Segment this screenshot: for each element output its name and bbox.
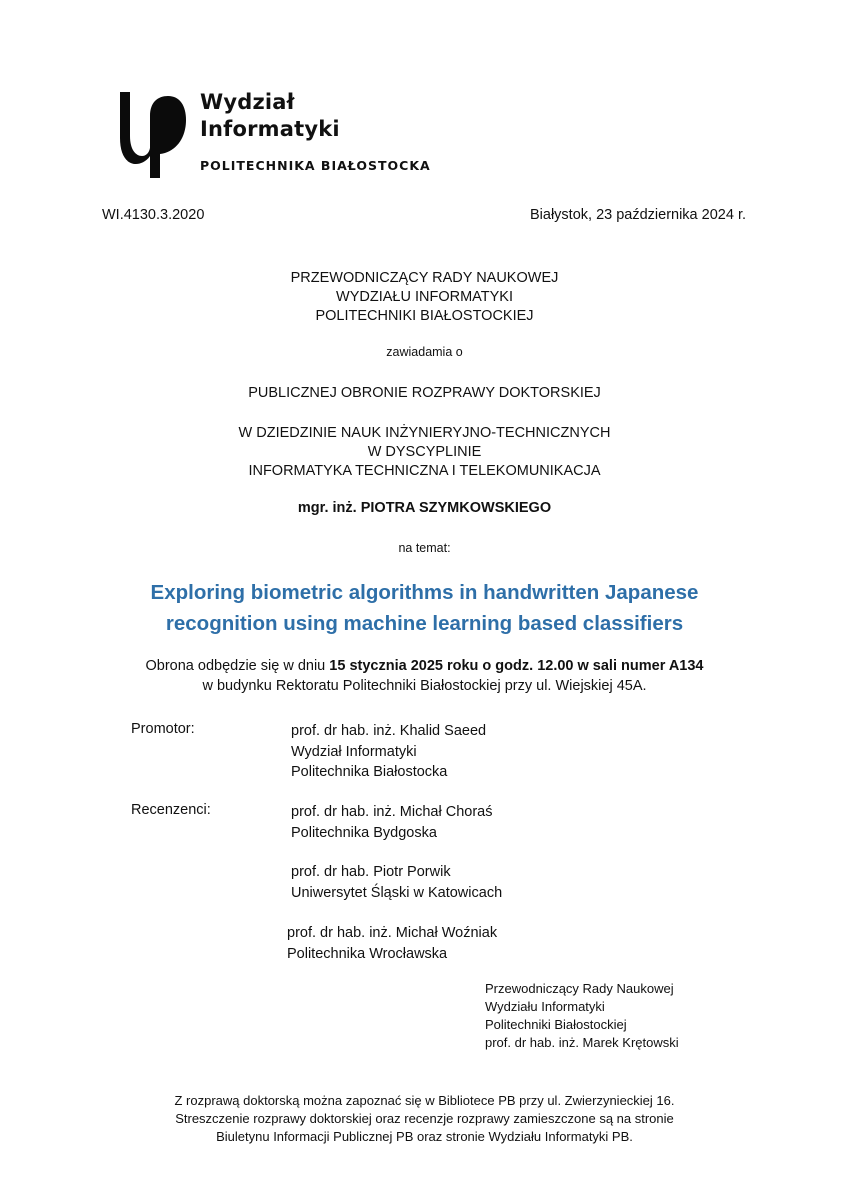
logo-line-1: Wydział [200,90,295,114]
signature-line-4: prof. dr hab. inż. Marek Krętowski [485,1035,679,1050]
faculty-logo-mark-icon [112,92,188,178]
promotor-label: Promotor: [131,721,195,737]
footer-line-1: Z rozprawą doktorską można zapoznać się w Bibliotece PB przy ul. Zwierzynieckiej 16. [174,1093,675,1108]
thesis-title-line-2: recognition using machine learning based classifiers [165,612,684,635]
defense-info-prefix: Obrona odbędzie się w dniu [145,658,330,674]
footer-line-3: Biuletynu Informacji Publicznej PB oraz stronie Wydziału Informatyki PB. [216,1129,633,1144]
field-line-3: INFORMATYKA TECHNICZNA I TELEKOMUNIKACJA [248,463,601,479]
issuer-line-2: WYDZIAŁU INFORMATYKI [336,289,513,305]
reviewer-1 [291,802,492,843]
promotor-block [291,721,486,783]
logo-line-3: POLITECHNIKA BIAŁOSTOCKA [200,158,431,173]
defense-info-line-1 [0,656,849,676]
signature-line-2: Wydziału Informatyki [485,999,605,1014]
candidate-name: mgr. inż. PIOTRA SZYMKOWSKIEGO [297,500,552,516]
footer-line-2: Streszczenie rozprawy doktorskiej oraz recenzje rozprawy zamieszczone są na stronie [175,1111,674,1126]
topic-label: na temat: [398,541,451,555]
promotor-name: prof. dr hab. inż. Khalid Saeed [291,723,487,739]
thesis-title-line-1: Exploring biometric algorithms in handwritten Japanese [150,581,699,604]
reviewer-3 [287,923,497,964]
defense-heading: PUBLICZNEJ OBRONIE ROZPRAWY DOKTORSKIEJ [248,385,601,401]
notifies-text: zawiadamia o [386,345,463,359]
logo-line-2: Informatyki [200,117,340,141]
issuer-block [0,269,849,326]
footer-note [0,1092,849,1146]
signature-line-3: Politechniki Białostockiej [485,1017,627,1032]
thesis-title [0,577,849,639]
place-and-date: Białystok, 23 października 2024 r. [529,207,746,223]
reviewer-name: prof. dr hab. inż. Michał Choraś [291,804,493,820]
reference-number: WI.4130.3.2020 [102,207,205,223]
reviewers-label: Recenzenci: [131,802,211,818]
reviewer-affiliation: Politechnika Wrocławska [287,945,448,962]
faculty-logo [112,90,442,180]
field-line-2: W DYSCYPLINIE [367,444,482,460]
defense-date-room: 15 stycznia 2025 roku o godz. 12.00 w sali numer A134 [329,658,704,674]
defense-info [0,656,849,696]
defense-info-line-2: w budynku Rektoratu Politechniki Białostockiej przy ul. Wiejskiej 45A. [202,678,647,694]
reviewer-affiliation: Uniwersytet Śląski w Katowicach [291,884,503,901]
field-line-1: W DZIEDZINIE NAUK INŻYNIERYJNO-TECHNICZNYCH [238,425,611,441]
field-block [0,424,849,481]
reviewer-2 [291,862,502,903]
promotor-line-3: Politechnika Białostocka [291,764,448,780]
promotor-line-2: Wydział Informatyki [291,743,417,760]
reviewer-name: prof. dr hab. Piotr Porwik [291,864,451,880]
signature-line-1: Przewodniczący Rady Naukowej [485,981,674,996]
reviewer-affiliation: Politechnika Bydgoska [291,824,437,841]
issuer-line-3: POLITECHNIKI BIAŁOSTOCKIEJ [315,308,534,324]
issuer-line-1: PRZEWODNICZĄCY RADY NAUKOWEJ [290,270,559,286]
signature-block [485,980,679,1052]
reviewer-name: prof. dr hab. inż. Michał Woźniak [287,925,498,941]
